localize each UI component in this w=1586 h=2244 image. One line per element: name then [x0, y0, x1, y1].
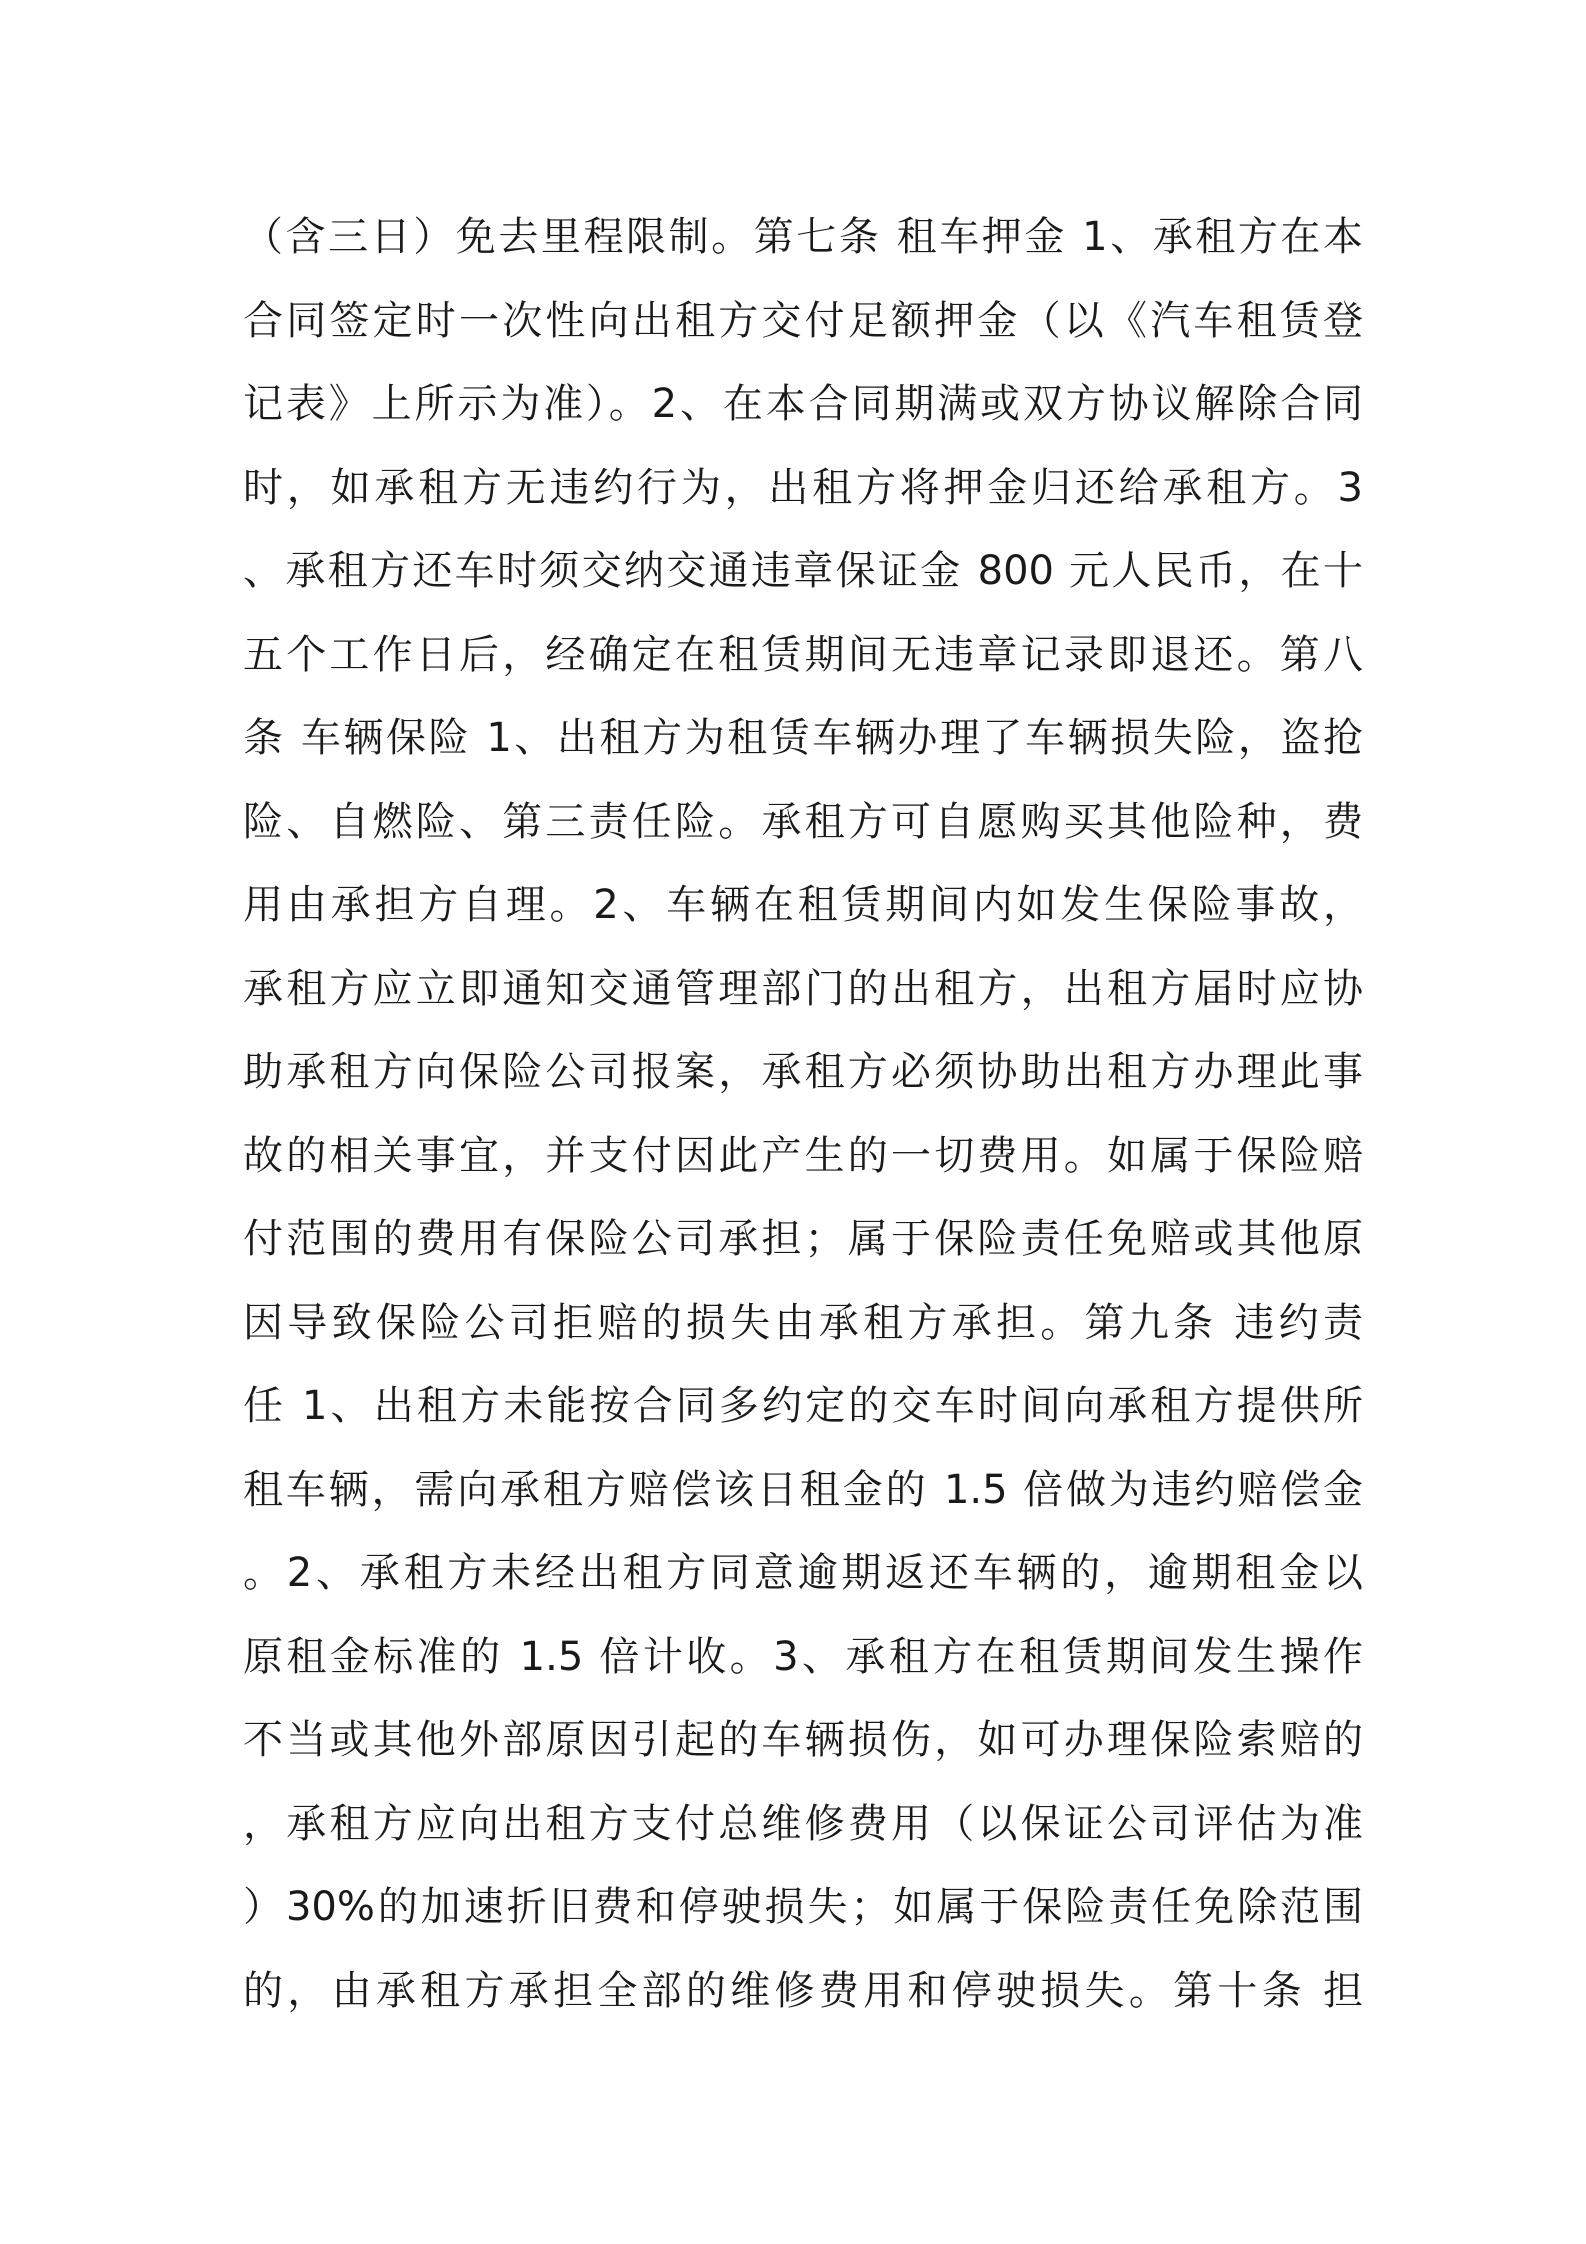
text-line-20: ，承租方应向出租方支付总维修费用（以保证公司评估为准: [243, 1800, 1363, 1847]
contract-body-text: [243, 196, 1363, 2033]
text-line-17: 。2、承租方未经出租方同意逾期返还车辆的，逾期租金以: [243, 1550, 1363, 1596]
text-line-9: 用由承担方自理。2、车辆在租赁期间内如发生保险事故，: [243, 882, 1363, 928]
text-line-13: 付范围的费用有保险公司承担；属于保险责任免赔或其他原: [243, 1216, 1363, 1262]
text-line-19: 不当或其他外部原因引起的车辆损伤，如可办理保险索赔的: [243, 1717, 1363, 1763]
text-line-16: 租车辆，需向承租方赔偿该日租金的 1.5 倍做为违约赔偿金: [243, 1466, 1363, 1513]
text-line-3: 记表》上所示为准）。2、在本合同期满或双方协议解除合同: [243, 381, 1363, 427]
text-line-12: 故的相关事宜，并支付因此产生的一切费用。如属于保险赔: [243, 1132, 1363, 1179]
text-line-6: 五个工作日后，经确定在租赁期间无违章记录即退还。第八: [243, 631, 1363, 678]
text-line-1: （含三日）免去里程限制。第七条 租车押金 1、承租方在本: [243, 214, 1363, 260]
text-line-15: 任 1、出租方未能按合同多约定的交车时间向承租方提供所: [243, 1383, 1363, 1429]
text-line-21: ）30%的加速折旧费和停驶损失；如属于保险责任免除范围: [243, 1884, 1363, 1930]
text-line-8: 险、自燃险、第三责任险。承租方可自愿购买其他险种，费: [243, 798, 1363, 845]
text-line-22: 的，由承租方承担全部的维修费用和停驶损失。第十条 担: [243, 1967, 1363, 2014]
text-line-2: 合同签定时一次性向出租方交付足额押金（以《汽车租赁登: [243, 297, 1363, 344]
text-line-5: 、承租方还车时须交纳交通违章保证金 800 元人民币，在十: [243, 548, 1363, 594]
text-line-4: 时，如承租方无违约行为，出租方将押金归还给承租方。3: [243, 464, 1363, 511]
text-line-18: 原租金标准的 1.5 倍计收。3、承租方在租赁期间发生操作: [243, 1633, 1363, 1680]
text-line-7: 条 车辆保险 1、出租方为租赁车辆办理了车辆损失险，盗抢: [243, 715, 1363, 761]
text-line-10: 承租方应立即通知交通管理部门的出租方，出租方届时应协: [243, 965, 1363, 1012]
text-line-11: 助承租方向保险公司报案，承租方必须协助出租方办理此事: [243, 1049, 1363, 1095]
text-line-14: 因导致保险公司拒赔的损失由承租方承担。第九条 违约责: [243, 1299, 1363, 1346]
